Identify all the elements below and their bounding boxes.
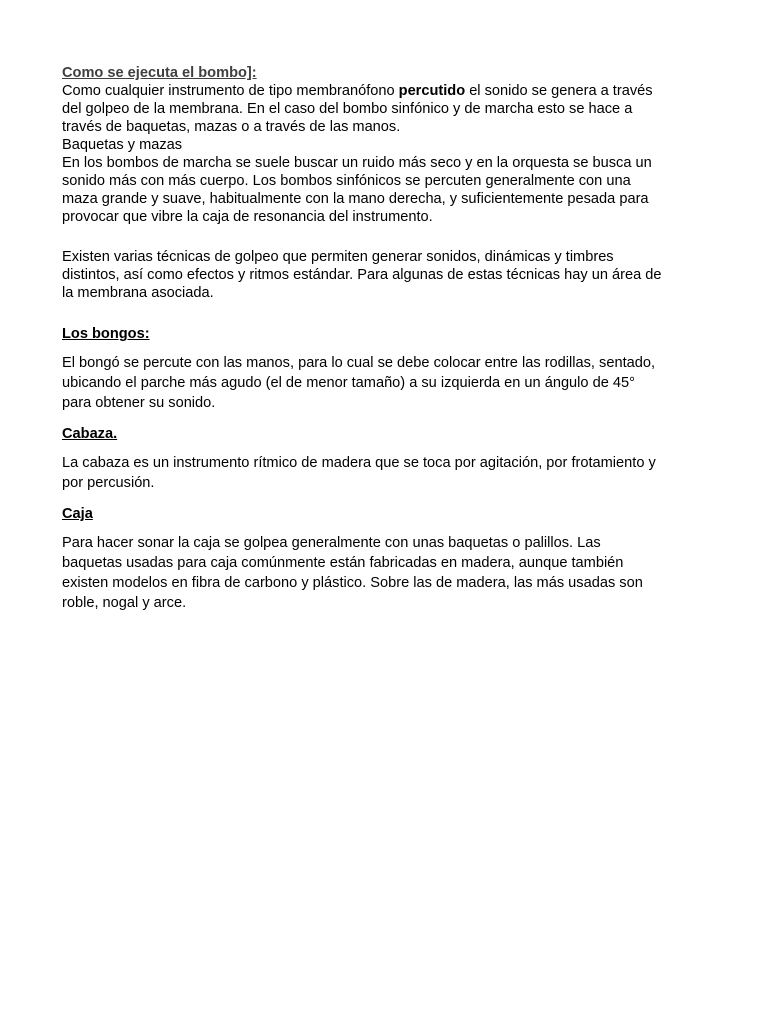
- caja-heading: Caja: [62, 506, 93, 522]
- bongos-text: El bongó se percute con las manos, para lo cual se debe colocar entre las rodillas, sentado, ubicando el parche más agudo (el de menor tamaño) a su izquierda en un ángulo de 45° para obtener su sonido.: [62, 355, 656, 411]
- bongos-heading: Los bongos:: [62, 326, 150, 342]
- spacer: [62, 524, 662, 533]
- spacer: [62, 413, 662, 424]
- bombo-subheading: Baquetas y mazas: [62, 137, 183, 153]
- spacer: [62, 226, 662, 248]
- bombo-intro-bold: percutido: [398, 83, 466, 99]
- bombo-para2: Existen varias técnicas de golpeo que permiten generar sonidos, dinámicas y timbres distintos, así como efectos y ritmos estándar. Para algunas de estas técnicas hay un área de la membrana asociada.: [62, 249, 662, 301]
- bombo-intro-after: el sonido se genera a través del golpeo de la membrana. En el caso del bombo sinfónico y de marcha esto se hace a través de baquetas, mazas o a través de las manos.: [62, 83, 653, 135]
- bombo-para1: En los bombos de marcha se suele buscar un ruido más seco y en la orquesta se busca un sonido más con más cuerpo. Los bombos sinfónicos se percuten generalmente con una maza grande y suave, habitualmente con la mano derecha, y suficientemente pesada para provocar que vibre la caja de resonancia del instrumento.: [62, 155, 652, 225]
- bombo-intro-before: Como cualquier instrumento de tipo membranófono: [62, 83, 399, 99]
- caja-text: Para hacer sonar la caja se golpea generalmente con unas baquetas o palillos. Las baquetas usadas para caja comúnmente están fabricadas en madera, aunque también existen modelos en fibra de carbono y plástico. Sobre las de madera, las más usadas son roble, nogal y arce.: [62, 535, 643, 611]
- bombo-heading: Como se ejecuta el bombo]:: [62, 65, 257, 81]
- cabaza-text: La cabaza es un instrumento rítmico de madera que se toca por agitación, por frotamiento y por percusión.: [62, 455, 656, 491]
- bombo-intro: [62, 82, 662, 136]
- cabaza-heading: Cabaza.: [62, 426, 118, 442]
- document-body: [62, 64, 662, 613]
- spacer: [62, 493, 662, 504]
- spacer: [62, 302, 662, 324]
- spacer: [62, 344, 662, 353]
- spacer: [62, 444, 662, 453]
